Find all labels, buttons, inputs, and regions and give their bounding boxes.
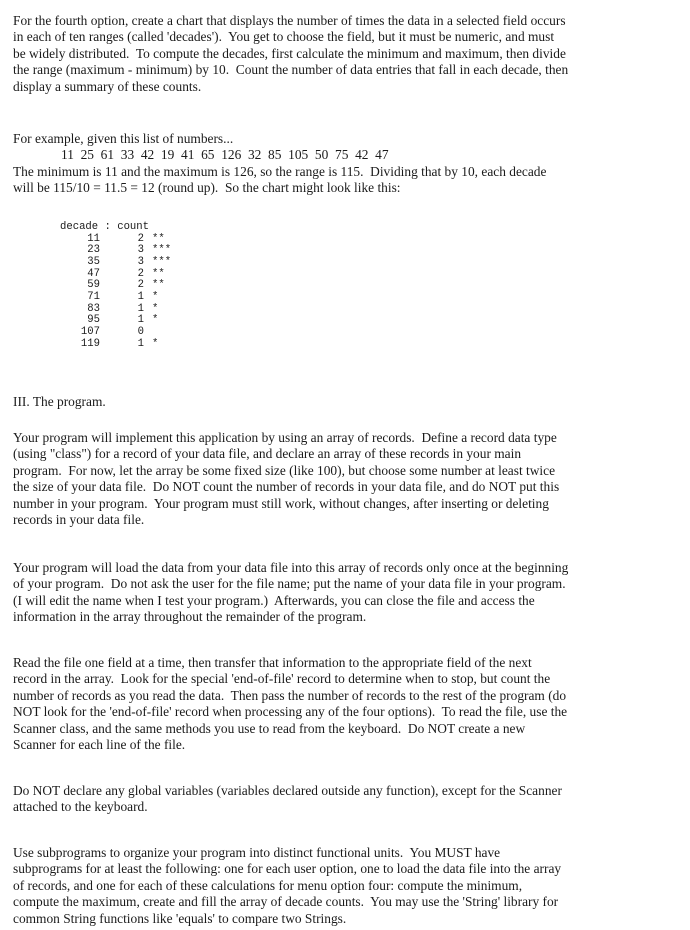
- count-stars: ***: [152, 244, 172, 257]
- section-heading: [13, 394, 106, 410]
- text-line: number of records as you read the data. Then pass the number of records to the rest of the program (do: [13, 687, 567, 703]
- text-line: III. The program.: [13, 394, 106, 409]
- paragraph-subprograms: [13, 845, 561, 927]
- decade-value: 23: [87, 244, 100, 257]
- text-line: of your program. Do not ask the user for the file name; put the name of your data file in your program.: [13, 576, 566, 592]
- paragraph-load-data: [13, 560, 568, 626]
- count-stars: **: [152, 267, 165, 280]
- count-value: 3: [137, 244, 144, 257]
- count-value: 3: [137, 255, 144, 268]
- text-line: Your program will implement this application by using an array of records. Define a record data type: [13, 430, 557, 445]
- paragraph-array-of-records: [13, 430, 559, 528]
- decade-chart-row: [60, 315, 171, 327]
- text-line: (using "class") for a record of your data file, and declare an array of these records in your main: [13, 446, 522, 462]
- text-line: will be 115/10 = 11.5 = 12 (round up). So the chart might look like this:: [13, 180, 401, 196]
- text-line: information in the array throughout the remainder of the program.: [13, 609, 367, 625]
- text-line: Scanner class, and the same methods you use to read from the keyboard. Do NOT create a new: [13, 720, 526, 736]
- decade-chart-row: [60, 292, 171, 304]
- text-line: 11 25 61 33 42 19 41 65 126 32 85 105 50 75 42 47: [61, 147, 389, 163]
- text-line: Read the file one field at a time, then transfer that information to the appropriate field of the next: [13, 655, 532, 670]
- decade-chart: [60, 222, 171, 350]
- text-line: attached to the keyboard.: [13, 799, 148, 815]
- decade-value: 71: [87, 290, 100, 303]
- count-stars: *: [152, 302, 159, 315]
- text-line: in each of ten ranges (called 'decades'). You get to choose the field, but it must be numeric, and must: [13, 29, 555, 45]
- paragraph-example: [13, 131, 546, 197]
- decade-chart-row: [60, 327, 171, 339]
- count-value: 1: [137, 290, 144, 303]
- paragraph-global-variables: [13, 783, 562, 816]
- decade-value: 47: [87, 267, 100, 280]
- count-value: 2: [137, 267, 144, 280]
- text-line: Scanner for each line of the file.: [13, 736, 186, 752]
- count-stars: ***: [152, 255, 172, 268]
- text-line: be widely distributed. To compute the decades, first calculate the minimum and maximum, then divide: [13, 45, 566, 61]
- text-line: program. For now, let the array be some fixed size (like 100), but choose some number at least twice: [13, 462, 556, 478]
- count-stars: *: [152, 290, 159, 303]
- decade-value: 59: [87, 279, 100, 292]
- count-stars: *: [152, 337, 159, 350]
- decade-value: 35: [87, 255, 100, 268]
- decade-value: 11: [87, 232, 100, 245]
- paragraph-read-file: [13, 655, 567, 753]
- count-value: 1: [137, 314, 144, 327]
- count-value: 1: [137, 302, 144, 315]
- text-line: For the fourth option, create a chart that displays the number of times the data in a selected field occurs: [13, 13, 566, 28]
- text-line: Do NOT declare any global variables (variables declared outside any function), except for the Scanner: [13, 783, 562, 798]
- decade-value: 83: [87, 302, 100, 315]
- decade-chart-row: [60, 339, 171, 351]
- count-value: 1: [137, 337, 144, 350]
- text-line: records in your data file.: [13, 511, 145, 527]
- decade-chart-header: decade : count: [60, 221, 150, 233]
- decade-value: 107: [80, 325, 100, 338]
- count-value: 2: [137, 232, 144, 245]
- count-value: 0: [137, 325, 144, 338]
- text-line: Use subprograms to organize your program into distinct functional units. You MUST have: [13, 845, 501, 860]
- text-line: number in your program. Your program must still work, without changes, after inserting or deleting: [13, 495, 549, 511]
- text-line: display a summary of these counts.: [13, 78, 202, 94]
- count-stars: *: [152, 314, 159, 327]
- count-stars: **: [152, 232, 165, 245]
- decade-value: 95: [87, 314, 100, 327]
- text-line: For example, given this list of numbers...: [13, 131, 234, 146]
- paragraph-option-four: [13, 13, 568, 95]
- text-line: record in the array. Look for the special 'end-of-file' record to determine when to stop, but count the: [13, 671, 551, 687]
- text-line: of records, and one for each of these calculations for menu option four: compute the minimum,: [13, 877, 523, 893]
- text-line: subprograms for at least the following: one for each user option, one to load the data file into the array: [13, 861, 562, 877]
- text-line: common String functions like 'equals' to compare two Strings.: [13, 910, 347, 926]
- count-stars: **: [152, 279, 165, 292]
- text-line: NOT look for the 'end-of-file' record when processing any of the four options). To read the file, use the: [13, 704, 568, 720]
- text-line: the size of your data file. Do NOT count the number of records in your data file, and do NOT put this: [13, 479, 560, 495]
- decade-chart-rows: [60, 234, 171, 351]
- text-line: (I will edit the name when I test your program.) Afterwards, you can close the file and access the: [13, 592, 535, 608]
- decade-value: 119: [80, 337, 100, 350]
- text-line: the range (maximum - minimum) by 10. Count the number of data entries that fall in each decade, then: [13, 62, 569, 78]
- text-line: Your program will load the data from your data file into this array of records only once at the beginning: [13, 560, 569, 575]
- text-line: compute the maximum, create and fill the array of decade counts. You may use the 'String' library for: [13, 894, 559, 910]
- decade-chart-row: [60, 257, 171, 269]
- count-value: 2: [137, 279, 144, 292]
- text-line: The minimum is 11 and the maximum is 126, so the range is 115. Dividing that by 10, each decade: [13, 163, 547, 179]
